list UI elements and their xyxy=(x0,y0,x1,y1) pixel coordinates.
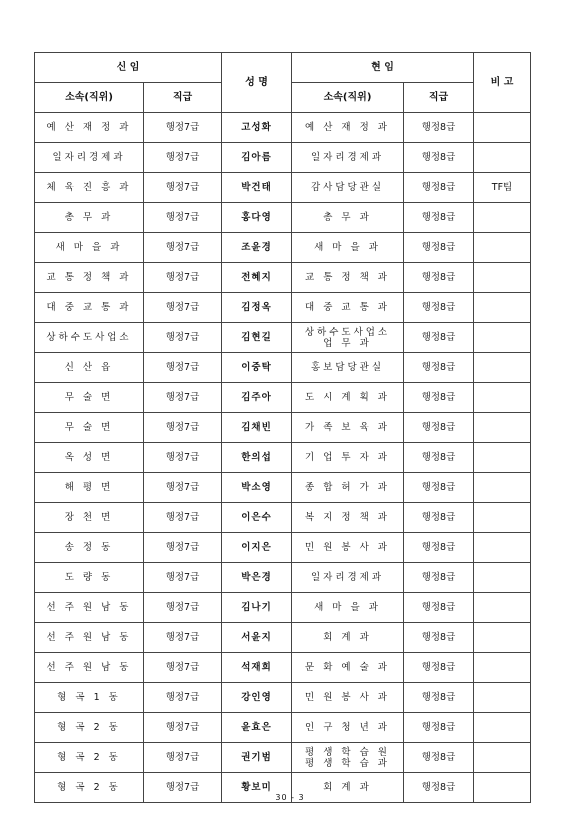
new-grade-cell: 행정7급 xyxy=(144,683,222,713)
cur-dept-line-1: 감사담당관실 xyxy=(310,182,385,193)
header-new-grade: 직급 xyxy=(144,83,222,113)
cur-dept-cell xyxy=(292,653,404,683)
table-row xyxy=(35,173,531,203)
cur-dept-cell xyxy=(292,323,404,353)
table-row xyxy=(35,623,531,653)
cur-grade-cell: 행정8급 xyxy=(404,293,474,323)
header-name: 성 명 xyxy=(222,53,292,113)
cur-grade-cell: 행정8급 xyxy=(404,533,474,563)
new-grade-cell: 행정7급 xyxy=(144,533,222,563)
new-grade-cell: 행정7급 xyxy=(144,263,222,293)
new-grade-cell: 행정7급 xyxy=(144,743,222,773)
cur-dept-cell xyxy=(292,623,404,653)
header-new-dept: 소속(직위) xyxy=(35,83,144,113)
table-row xyxy=(35,563,531,593)
cur-dept-line-1: 가 족 보 육 과 xyxy=(305,422,390,433)
new-dept-cell: 옥 성 면 xyxy=(35,443,144,473)
cur-dept-line-1: 새 마 을 과 xyxy=(314,242,381,253)
remark-cell xyxy=(474,443,531,473)
new-dept-cell: 상하수도사업소 xyxy=(35,323,144,353)
new-dept-cell: 형 곡 1 동 xyxy=(35,683,144,713)
cur-dept-cell xyxy=(292,293,404,323)
new-dept-cell: 대 중 교 통 과 xyxy=(35,293,144,323)
cur-dept-cell xyxy=(292,383,404,413)
new-dept-cell: 선 주 원 남 동 xyxy=(35,653,144,683)
cur-grade-cell: 행정8급 xyxy=(404,323,474,353)
header-current-post: 현 임 xyxy=(292,53,474,83)
page-number: 30 - 3 xyxy=(275,793,305,802)
cur-dept-line-1: 인 구 청 년 과 xyxy=(305,722,390,733)
cur-dept-line-1: 총 무 과 xyxy=(323,212,372,223)
new-dept-cell: 선 주 원 남 동 xyxy=(35,593,144,623)
name-cell: 한의섭 xyxy=(222,443,292,473)
cur-grade-cell: 행정8급 xyxy=(404,683,474,713)
cur-grade-cell: 행정8급 xyxy=(404,203,474,233)
cur-grade-cell: 행정8급 xyxy=(404,743,474,773)
new-dept-cell: 무 술 면 xyxy=(35,413,144,443)
cur-dept-cell xyxy=(292,683,404,713)
table-row xyxy=(35,293,531,323)
name-cell: 서윤지 xyxy=(222,623,292,653)
cur-dept-line-1: 새 마 을 과 xyxy=(314,602,381,613)
header-cur-grade: 직급 xyxy=(404,83,474,113)
cur-dept-line-1: 기 업 투 자 과 xyxy=(305,452,390,463)
new-grade-cell: 행정7급 xyxy=(144,143,222,173)
new-grade-cell: 행정7급 xyxy=(144,563,222,593)
name-cell: 김나기 xyxy=(222,593,292,623)
new-dept-cell: 형 곡 2 동 xyxy=(35,743,144,773)
remark-cell xyxy=(474,263,531,293)
cur-grade-cell: 행정8급 xyxy=(404,113,474,143)
name-cell: 황보미 xyxy=(222,773,292,803)
cur-dept-cell xyxy=(292,413,404,443)
cur-grade-cell: 행정8급 xyxy=(404,653,474,683)
new-dept-cell: 형 곡 2 동 xyxy=(35,713,144,743)
table-row xyxy=(35,713,531,743)
cur-dept-line-1: 일자리경제과 xyxy=(310,152,385,163)
cur-dept-line-1: 종 합 허 가 과 xyxy=(305,482,390,493)
table-row xyxy=(35,593,531,623)
cur-dept-line-2: 업 무 과 xyxy=(323,337,372,349)
cur-dept-line-1: 평 생 학 습 원 xyxy=(305,746,390,758)
new-dept-cell: 예 산 재 정 과 xyxy=(35,113,144,143)
cur-dept-line-1: 홍보담당관실 xyxy=(310,362,385,373)
cur-dept-line-1: 회 계 과 xyxy=(323,632,372,643)
remark-cell xyxy=(474,683,531,713)
table-row xyxy=(35,113,531,143)
table-row xyxy=(35,533,531,563)
new-dept-cell: 신 산 읍 xyxy=(35,353,144,383)
cur-grade-cell: 행정8급 xyxy=(404,443,474,473)
new-grade-cell: 행정7급 xyxy=(144,113,222,143)
new-grade-cell: 행정7급 xyxy=(144,503,222,533)
remark-cell xyxy=(474,533,531,563)
cur-grade-cell: 행정8급 xyxy=(404,713,474,743)
remark-cell xyxy=(474,623,531,653)
name-cell: 박건태 xyxy=(222,173,292,203)
new-dept-cell: 도 량 동 xyxy=(35,563,144,593)
name-cell: 이지은 xyxy=(222,533,292,563)
new-dept-cell: 송 정 동 xyxy=(35,533,144,563)
table-row xyxy=(35,323,531,353)
cur-dept-line-2: 평 생 학 습 과 xyxy=(305,757,390,769)
new-grade-cell: 행정7급 xyxy=(144,443,222,473)
name-cell: 전혜지 xyxy=(222,263,292,293)
cur-dept-line-1: 도 시 계 획 과 xyxy=(305,392,390,403)
name-cell: 조윤경 xyxy=(222,233,292,263)
name-cell: 윤효은 xyxy=(222,713,292,743)
new-grade-cell: 행정7급 xyxy=(144,203,222,233)
header-remarks: 비 고 xyxy=(474,53,531,113)
name-cell: 김주아 xyxy=(222,383,292,413)
cur-dept-line-1: 민 원 봉 사 과 xyxy=(305,692,390,703)
remark-cell xyxy=(474,503,531,533)
table-row xyxy=(35,353,531,383)
cur-grade-cell: 행정8급 xyxy=(404,773,474,803)
cur-dept-cell xyxy=(292,143,404,173)
table-row xyxy=(35,653,531,683)
table-row xyxy=(35,473,531,503)
remark-cell xyxy=(474,563,531,593)
remark-cell xyxy=(474,233,531,263)
new-dept-cell: 새 마 을 과 xyxy=(35,233,144,263)
header-cur-dept: 소속(직위) xyxy=(292,83,404,113)
cur-dept-cell xyxy=(292,443,404,473)
cur-grade-cell: 행정8급 xyxy=(404,173,474,203)
remark-cell xyxy=(474,413,531,443)
header-row-1 xyxy=(35,53,531,83)
cur-grade-cell: 행정8급 xyxy=(404,233,474,263)
name-cell: 이은수 xyxy=(222,503,292,533)
table-body xyxy=(35,113,531,803)
cur-grade-cell: 행정8급 xyxy=(404,263,474,293)
table-row xyxy=(35,413,531,443)
cur-dept-cell xyxy=(292,233,404,263)
new-grade-cell: 행정7급 xyxy=(144,413,222,443)
cur-dept-cell xyxy=(292,503,404,533)
cur-dept-cell xyxy=(292,593,404,623)
table-row xyxy=(35,143,531,173)
new-grade-cell: 행정7급 xyxy=(144,713,222,743)
remark-cell xyxy=(474,323,531,353)
new-grade-cell: 행정7급 xyxy=(144,173,222,203)
table-row xyxy=(35,383,531,413)
cur-dept-cell xyxy=(292,533,404,563)
cur-grade-cell: 행정8급 xyxy=(404,473,474,503)
name-cell: 박소영 xyxy=(222,473,292,503)
remark-cell: TF팀 xyxy=(474,173,531,203)
remark-cell xyxy=(474,353,531,383)
name-cell: 이중탁 xyxy=(222,353,292,383)
remark-cell xyxy=(474,203,531,233)
cur-grade-cell: 행정8급 xyxy=(404,353,474,383)
new-grade-cell: 행정7급 xyxy=(144,353,222,383)
new-grade-cell: 행정7급 xyxy=(144,593,222,623)
cur-grade-cell: 행정8급 xyxy=(404,563,474,593)
remark-cell xyxy=(474,653,531,683)
name-cell: 김현길 xyxy=(222,323,292,353)
cur-dept-cell xyxy=(292,203,404,233)
new-grade-cell: 행정7급 xyxy=(144,653,222,683)
cur-dept-line-1: 복 지 정 책 과 xyxy=(305,512,390,523)
table-row xyxy=(35,443,531,473)
cur-dept-cell xyxy=(292,743,404,773)
table-row xyxy=(35,683,531,713)
new-dept-cell: 형 곡 2 동 xyxy=(35,773,144,803)
cur-dept-line-1: 예 산 재 정 과 xyxy=(305,122,390,133)
name-cell: 김채빈 xyxy=(222,413,292,443)
new-dept-cell: 무 술 면 xyxy=(35,383,144,413)
cur-dept-cell xyxy=(292,113,404,143)
name-cell: 박은경 xyxy=(222,563,292,593)
remark-cell xyxy=(474,593,531,623)
cur-dept-cell xyxy=(292,473,404,503)
cur-dept-line-1: 상하수도사업소 xyxy=(304,326,391,338)
table-row xyxy=(35,743,531,773)
cur-dept-cell xyxy=(292,713,404,743)
remark-cell xyxy=(474,473,531,503)
name-cell: 강인영 xyxy=(222,683,292,713)
cur-dept-line-1: 교 통 정 책 과 xyxy=(305,272,390,283)
personnel-table xyxy=(34,52,531,803)
new-grade-cell: 행정7급 xyxy=(144,293,222,323)
cur-dept-line-1: 회 계 과 xyxy=(323,782,372,793)
cur-dept-cell xyxy=(292,263,404,293)
cur-dept-line-1: 대 중 교 통 과 xyxy=(305,302,390,313)
new-grade-cell: 행정7급 xyxy=(144,623,222,653)
remark-cell xyxy=(474,383,531,413)
table-row xyxy=(35,503,531,533)
new-grade-cell: 행정7급 xyxy=(144,773,222,803)
cur-grade-cell: 행정8급 xyxy=(404,143,474,173)
name-cell: 고성화 xyxy=(222,113,292,143)
new-dept-cell: 선 주 원 남 동 xyxy=(35,623,144,653)
cur-dept-cell xyxy=(292,353,404,383)
cur-dept-line-1: 민 원 봉 사 과 xyxy=(305,542,390,553)
remark-cell xyxy=(474,143,531,173)
table-row xyxy=(35,233,531,263)
new-grade-cell: 행정7급 xyxy=(144,233,222,263)
cur-grade-cell: 행정8급 xyxy=(404,593,474,623)
cur-grade-cell: 행정8급 xyxy=(404,623,474,653)
new-dept-cell: 체 육 진 흥 과 xyxy=(35,173,144,203)
header-new-post: 신 임 xyxy=(35,53,222,83)
new-dept-cell: 장 천 면 xyxy=(35,503,144,533)
name-cell: 홍다영 xyxy=(222,203,292,233)
remark-cell xyxy=(474,743,531,773)
table-row xyxy=(35,203,531,233)
new-grade-cell: 행정7급 xyxy=(144,323,222,353)
remark-cell xyxy=(474,113,531,143)
new-dept-cell: 교 통 정 책 과 xyxy=(35,263,144,293)
remark-cell xyxy=(474,293,531,323)
name-cell: 석재희 xyxy=(222,653,292,683)
new-dept-cell: 총 무 과 xyxy=(35,203,144,233)
cur-dept-line-1: 문 화 예 술 과 xyxy=(305,662,390,673)
cur-dept-cell xyxy=(292,173,404,203)
cur-grade-cell: 행정8급 xyxy=(404,503,474,533)
new-grade-cell: 행정7급 xyxy=(144,473,222,503)
new-dept-cell: 해 평 면 xyxy=(35,473,144,503)
cur-grade-cell: 행정8급 xyxy=(404,413,474,443)
table-row xyxy=(35,263,531,293)
cur-dept-cell xyxy=(292,563,404,593)
cur-dept-line-1: 일자리경제과 xyxy=(310,572,385,583)
name-cell: 김정옥 xyxy=(222,293,292,323)
new-dept-cell: 일자리경제과 xyxy=(35,143,144,173)
cur-grade-cell: 행정8급 xyxy=(404,383,474,413)
remark-cell xyxy=(474,713,531,743)
name-cell: 김아름 xyxy=(222,143,292,173)
new-grade-cell: 행정7급 xyxy=(144,383,222,413)
name-cell: 권기범 xyxy=(222,743,292,773)
